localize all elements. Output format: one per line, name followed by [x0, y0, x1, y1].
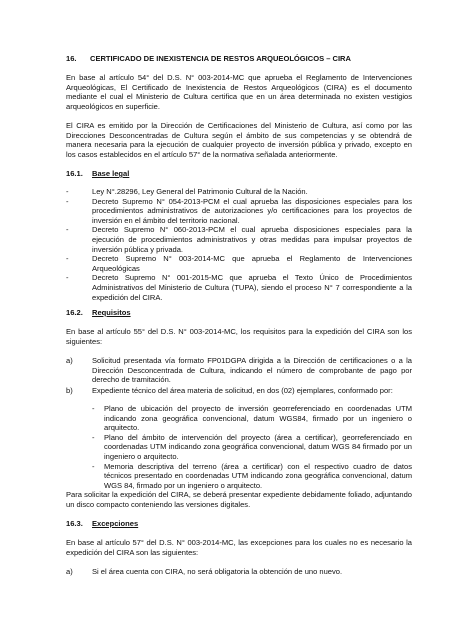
subsection-heading-base-legal [66, 169, 412, 179]
subsection-title: Excepciones [92, 519, 139, 528]
requirements-intro: En base al artículo 55° del D.S. N° 003-2014-MC, los requisitos para la expedición del CIRA son los siguientes: [66, 327, 412, 346]
intro-paragraph-1: En base al artículo 54° del D.S. N° 003-2014-MC que aprueba el Reglamento de Intervenciones Arqueológicas, El Certificado de Inexistencia de Restos Arqueológicos (CIRA) es el documento mediante el cual el Ministerio de Cultura certifica que en un área determinada no existen vestigios arqueológicos en superficie. [66, 73, 412, 111]
requirements-closing: Para solicitar la expedición del CIRA, se deberá presentar expediente debidamente foliado, adjuntando un disco compacto conteniendo las versiones digitales. [66, 490, 412, 509]
list-item: - Decreto Supremo N° 060-2013-PCM el cual aprueba disposiciones especiales para la ejecución de procedimientos administrativos y otras medidas para impulsar proyectos de inversión pública y privada. [66, 225, 412, 254]
list-item: - Plano de ubicación del proyecto de inversión georreferenciado en coordenadas UTM indicando zona geográfica convencional, datum WGS84, firmado por un ingeniero o arquitecto. [92, 404, 412, 433]
intro-paragraph-2: El CIRA es emitido por la Dirección de Certificaciones del Ministerio de Cultura, así como por las Direcciones Desconcentradas de Cultura según el ámbito de sus competencias y se obtendrá de manera necesaria para la ejecución de cualquier proyecto de inversión pública y privado, excepto en los casos establecidos en el artículo 57° de la normativa señalada anteriormente. [66, 121, 412, 159]
exception-a: a) Si el área cuenta con CIRA, no será obligatoria la obtención de uno nuevo. [66, 567, 343, 576]
subsection-number: 16.3. [66, 519, 83, 528]
list-item: - Decreto Supremo N° 054-2013-PCM el cual aprueba las disposiciones especiales para los procedimientos administrativos de autorizaciones y/o certificaciones para los proyectos de inversión en el ámbito del territorio nacional. [66, 196, 412, 225]
list-item: - Plano del ámbito de intervención del proyecto (área a certificar), georreferenciado en coordenadas UTM indicando zona geográfica convencional, datum WGS 84 firmado por un ingeniero o arquitecto. [92, 432, 412, 461]
section-number: 16. [66, 54, 77, 63]
exceptions-intro: En base al artículo 57° del D.S. N° 003-2014-MC, las excepciones para los cuales no es necesario la expedición del CIRA son las siguientes: [66, 538, 412, 557]
technical-file-list [66, 404, 412, 490]
requirement-b: b) Expediente técnico del área materia de solicitud, en dos (02) ejemplares, conformado por: [66, 386, 393, 395]
subsection-title: Requisitos [92, 308, 131, 317]
subsection-title: Base legal [92, 169, 130, 178]
section-heading [66, 54, 412, 64]
subsection-heading-excepciones [66, 519, 412, 529]
list-item: - Decreto Supremo N° 003-2014-MC que aprueba el Reglamento de Intervenciones Arqueológicas [66, 254, 412, 273]
subsection-number: 16.1. [66, 169, 83, 178]
subsection-number: 16.2. [66, 308, 83, 317]
requirement-a: a) Solicitud presentada vía formato FP01DGPA dirigida a la Dirección de certificaciones o a la Dirección Desconcentrada de Cultura, indicando el número de comprobante de pago por derecho de tramitación. [66, 356, 412, 385]
section-title: CERTIFICADO DE INEXISTENCIA DE RESTOS ARQUEOLÓGICOS – CIRA [90, 54, 351, 63]
list-item: - Ley N°.28296, Ley General del Patrimonio Cultural de la Nación. [66, 187, 308, 196]
subsection-heading-requisitos [66, 308, 412, 318]
list-item: - Memoria descriptiva del terreno (área a certificar) con el respectivo cuadro de datos técnicos presentado en coordenadas UTM indicando zona geográfica convencional, datum WGS 84, firmado por un ingeniero o arquitecto. [92, 461, 412, 490]
legal-basis-list [66, 187, 412, 302]
list-item: - Decreto Supremo N° 001-2015-MC que aprueba el Texto Único de Procedimientos Administrativos del Ministerio de Cultura (TUPA), siendo el proceso N° 7 correspondiente a la expedición del CIRA. [66, 273, 412, 302]
